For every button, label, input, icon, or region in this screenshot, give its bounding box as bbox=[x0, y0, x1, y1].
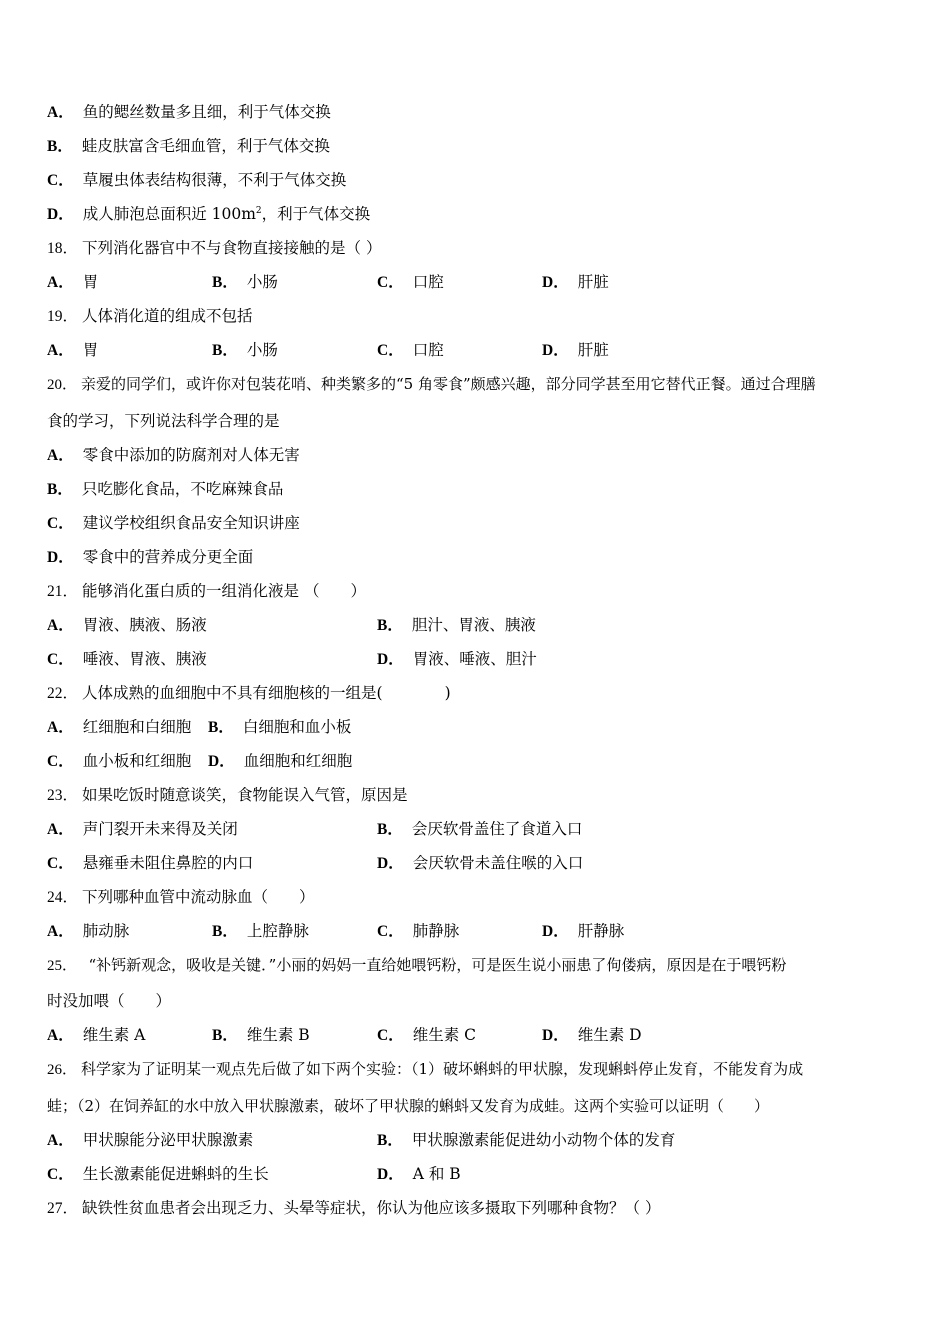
q22-option-d: D． 血细胞和红细胞 bbox=[208, 752, 353, 770]
q20-option-d: D． 零食中的营养成分更全面 bbox=[47, 548, 254, 566]
q19-stem: 19． 人体消化道的组成不包括 bbox=[47, 307, 253, 325]
q24-option-a: A． 肺动脉 bbox=[47, 922, 130, 940]
q26-option-d: D． A 和 B bbox=[377, 1165, 461, 1183]
q25-option-b: B． 维生素 B bbox=[212, 1026, 310, 1044]
q25-option-c: C． 维生素 C bbox=[377, 1026, 476, 1044]
q26-stem-line2: 蛙；（2）在饲养缸的水中放入甲状腺激素，破坏了甲状腺的蝌蚪又发育为成蛙。这两个实验可以证明（ ） bbox=[47, 1097, 770, 1115]
q22-option-b: B． 白细胞和血小板 bbox=[208, 718, 352, 736]
q27-stem: 27． 缺铁性贫血患者会出现乏力、头晕等症状，你认为他应该多摄取下列哪种食物？（ ） bbox=[47, 1199, 661, 1217]
q21-option-a: A． 胃液、胰液、肠液 bbox=[47, 616, 207, 634]
q18-option-d: D． 肝脏 bbox=[542, 273, 609, 291]
q18-option-c: C． 口腔 bbox=[377, 273, 444, 291]
q17-option-a: A． 鱼的鳃丝数量多且细，利于气体交换 bbox=[47, 103, 331, 121]
q19-option-b: B． 小肠 bbox=[212, 341, 278, 359]
q19-option-a: A． 胃 bbox=[47, 341, 99, 359]
q19-option-d: D． 肝脏 bbox=[542, 341, 609, 359]
q20-stem-line1: 20． 亲爱的同学们，或许你对包装花哨、种类繁多的“5 角零食”颇感兴趣，部分同学甚至用它替代正餐。通过合理膳 bbox=[47, 375, 816, 393]
q20-option-a: A． 零食中添加的防腐剂对人体无害 bbox=[47, 446, 300, 464]
q17-option-c: C． 草履虫体表结构很薄，不利于气体交换 bbox=[47, 171, 347, 189]
q25-stem-line2: 时没加喂（ ） bbox=[47, 992, 172, 1010]
q23-stem: 23． 如果吃饭时随意谈笑，食物能误入气管，原因是 bbox=[47, 786, 408, 804]
q25-option-d: D． 维生素 D bbox=[542, 1026, 642, 1044]
q19-option-c: C． 口腔 bbox=[377, 341, 444, 359]
q17-option-b: B． 蛙皮肤富含毛细血管，利于气体交换 bbox=[47, 137, 330, 155]
q23-option-c: C． 悬雍垂未阻住鼻腔的内口 bbox=[47, 854, 254, 872]
q21-option-d: D． 胃液、唾液、胆汁 bbox=[377, 650, 537, 668]
q22-stem: 22． 人体成熟的血细胞中不具有细胞核的一组是( ) bbox=[47, 684, 451, 702]
q23-option-d: D． 会厌软骨未盖住喉的入口 bbox=[377, 854, 584, 872]
q18-option-a: A． 胃 bbox=[47, 273, 99, 291]
q25-option-a: A． 维生素 A bbox=[47, 1026, 146, 1044]
q24-option-b: B． 上腔静脉 bbox=[212, 922, 309, 940]
q24-option-d: D． 肝静脉 bbox=[542, 922, 625, 940]
q26-option-c: C． 生长激素能促进蝌蚪的生长 bbox=[47, 1165, 269, 1183]
q18-stem: 18． 下列消化器官中不与食物直接接触的是（ ） bbox=[47, 239, 382, 257]
q23-option-a: A． 声门裂开未来得及关闭 bbox=[47, 820, 238, 838]
q18-option-b: B． 小肠 bbox=[212, 273, 278, 291]
q24-option-c: C． 肺静脉 bbox=[377, 922, 460, 940]
q22-option-c: C． 血小板和红细胞 bbox=[47, 752, 192, 770]
q21-option-c: C． 唾液、胃液、胰液 bbox=[47, 650, 207, 668]
q26-option-b: B． 甲状腺激素能促进幼小动物个体的发育 bbox=[377, 1131, 676, 1149]
q21-option-b: B． 胆汁、胃液、胰液 bbox=[377, 616, 536, 634]
q26-stem-line1: 26． 科学家为了证明某一观点先后做了如下两个实验：（1）破坏蝌蚪的甲状腺，发现蝌蚪停止发育，不能发育为成 bbox=[47, 1060, 804, 1078]
q20-stem-line2: 食的学习，下列说法科学合理的是 bbox=[47, 412, 280, 430]
q25-stem-line1: 25． “补钙新观念，吸收是关键．”小丽的妈妈一直给她喂钙粉，可是医生说小丽患了佝偻病，原因是在于喂钙粉 bbox=[47, 956, 787, 974]
q20-option-b: B． 只吃膨化食品，不吃麻辣食品 bbox=[47, 480, 284, 498]
q24-stem: 24． 下列哪种血管中流动脉血（ ） bbox=[47, 888, 315, 906]
q26-option-a: A． 甲状腺能分泌甲状腺激素 bbox=[47, 1131, 254, 1149]
q21-stem: 21． 能够消化蛋白质的一组消化液是 （ ） bbox=[47, 582, 366, 600]
q22-option-a: A． 红细胞和白细胞 bbox=[47, 718, 192, 736]
q23-option-b: B． 会厌软骨盖住了食道入口 bbox=[377, 820, 583, 838]
q20-option-c: C． 建议学校组织食品安全知识讲座 bbox=[47, 514, 300, 532]
q17-option-d: D． 成人肺泡总面积近 $100m^2$，利于气体交换 bbox=[47, 205, 371, 223]
